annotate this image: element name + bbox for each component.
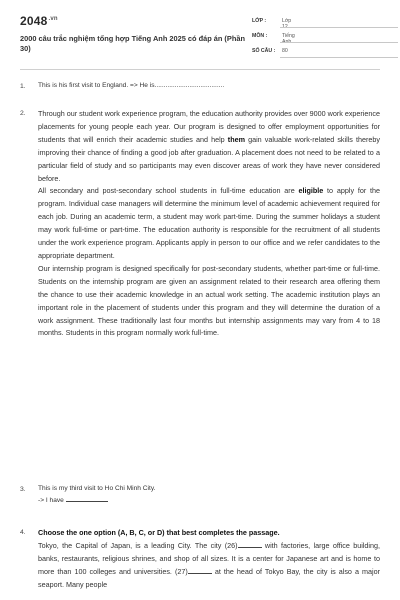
logo-suffix: .vn <box>48 16 58 22</box>
question-4 <box>20 527 380 592</box>
question-instruction: Choose the one option (A, B, C, or D) that best completes the passage. <box>38 528 280 537</box>
meta-count-value: 80 <box>282 48 288 54</box>
text-span: at the head of Tokyo Bay, the city is also a major seaport. Many people <box>38 566 381 589</box>
question-1 <box>20 81 380 92</box>
meta-class-value: Lớp 12 <box>282 18 292 30</box>
meta-underline <box>280 57 398 58</box>
answer-blank[interactable] <box>238 541 262 548</box>
meta-subject-value: Tiếng Anh <box>282 33 295 45</box>
meta-underline <box>280 42 398 43</box>
question-number: 4. <box>20 529 26 536</box>
meta-class <box>252 18 292 30</box>
passage-paragraph <box>38 540 380 592</box>
meta-subject <box>252 33 295 45</box>
logo-number: 2048 <box>20 14 48 28</box>
question-number: 3. <box>20 486 26 493</box>
text-span: with factories, large office building, banks, restaurants, religious shrines, and shop of all sizes. It is a center for Japanese art and is home to more than 100 colleges and universities. (27) <box>38 540 380 576</box>
highlighted-word: them <box>227 134 245 144</box>
question-body <box>38 108 380 340</box>
question-number: 1. <box>20 83 26 90</box>
meta-underline <box>280 27 398 28</box>
meta-subject-label: MÔN : <box>252 33 268 39</box>
text-span: Tokyo, the Capital of Japan, is a leading City. The city (26) <box>38 540 238 550</box>
question-line-1: This is my third visit to Ho Chi Minh City. <box>38 485 156 492</box>
question-3 <box>20 484 380 506</box>
text-span: Through our student work experience program, the education authority provides over 9000 work experience placements for young people each year. Our program is designed to offer employment opportunities for students that will enrich their academic studies and help <box>38 109 380 144</box>
meta-class-label: LỚP : <box>252 18 267 24</box>
text-span: to apply for the program. Individual case managers will determine the minimum level of academic achievement required for each job. During an academic term, a student may work part-time. During the summer holidays a student may work full-time or part-time. The education authority is responsible for the recruitment of all students under the work experience program. Applicants apply in person to our office and we refer candidates to the appropriate department. <box>38 186 381 260</box>
passage-paragraph-2 <box>38 185 380 262</box>
question-text: This is his first visit to England. => He is...................................... <box>38 82 225 89</box>
question-line-2 <box>38 495 380 507</box>
document-title: 2000 câu trắc nghiệm tổng hợp Tiếng Anh 2025 có đáp án (Phần 30) <box>20 34 245 53</box>
meta-count-label: SỐ CÂU : <box>252 48 276 54</box>
meta-count <box>252 48 288 54</box>
highlighted-word: eligible <box>298 186 324 196</box>
header-divider <box>20 69 380 70</box>
text-span: gain valuable work-related skills thereby improving their chance of finding a good job after graduation. A placement does not need to be related to a particular field of study and so participants may even discover areas of work they have never considered before. <box>38 134 380 183</box>
passage-paragraph-3: Our internship program is designed specifically for post-secondary students, whether part-time or full-time. Students on the internship program are given an assignment related to their research area offering them the chance to use their academic knowledge in an actual work setting. The academic institution plays an important role in the placement of students under this program and they will determine the duration of a work assignment. These traditionally last four months but internship assignments may vary from 4 to 18 months. Students in this program normally work full-time. <box>38 263 380 338</box>
text-span: -> I have <box>38 496 64 504</box>
page-header <box>0 0 400 70</box>
answer-blank[interactable] <box>188 567 212 574</box>
question-number: 2. <box>20 110 26 117</box>
question-body <box>38 527 380 592</box>
passage-paragraph-1 <box>38 108 380 185</box>
text-span: All secondary and post-secondary school students in full-time education are <box>38 186 299 196</box>
question-body <box>38 484 380 506</box>
answer-blank[interactable] <box>66 495 108 502</box>
question-2 <box>20 108 380 340</box>
site-logo[interactable] <box>20 14 58 28</box>
